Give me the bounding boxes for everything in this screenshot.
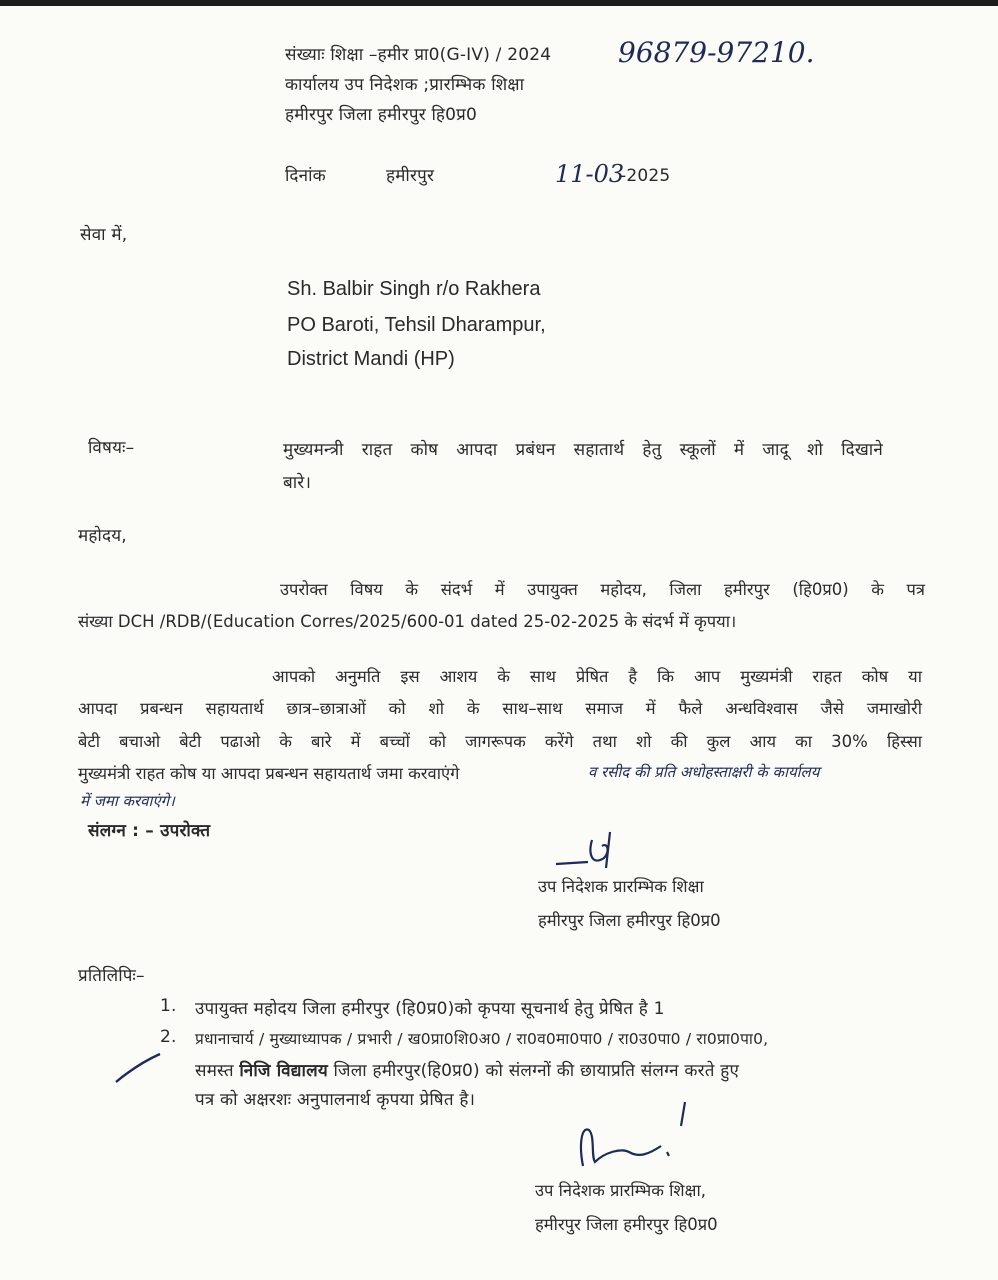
- para1-text-1: उपरोक्त विषय के संदर्भ में उपायुक्त महोदय, जिला हमीरपुर (हि0प्र0) के पत्र: [280, 580, 925, 599]
- cc-1-number: 1.: [160, 996, 177, 1016]
- enclosure: संलग्न : – उपरोक्त: [88, 821, 211, 841]
- subject-line-1: [283, 437, 883, 460]
- top-edge: [0, 0, 998, 6]
- para2-line-1: [272, 661, 922, 693]
- signature-2-office: हमीरपुर जिला हमीरपुर हि0प्र0: [535, 1215, 718, 1234]
- date-place: हमीरपुर: [386, 166, 435, 186]
- cc-2-line-1: प्रधानाचार्य / मुख्याध्यापक / प्रभारी / ख0प्रा0शि0अ0 / रा0व0मा0पा0 / रा0उ0पा0 / रा0प्रा0पा0,: [195, 1030, 769, 1048]
- para1-line-2: संख्या DCH /RDB/(Education Corres/2025/600-01 dated 25-02-2025 के संदर्भ में कृपया।: [78, 612, 737, 631]
- office-line-2: हमीरपुर जिला हमीरपुर हि0प्र0: [285, 105, 478, 125]
- para2-text-1: आपको अनुमति इस आशय के साथ प्रेषित है कि आप मुख्यमंत्री राहत कोष या: [272, 667, 922, 686]
- cc-1-text: उपायुक्त महोदय जिला हमीरपुर (हि0प्र0)को कृपया सूचनार्थ हेतु प्रेषित है 1: [195, 999, 665, 1019]
- handwritten-addition-a: व रसीद की प्रति अधोहस्ताक्षरी के कार्यालय: [588, 763, 820, 781]
- seva-me: सेवा में,: [80, 225, 128, 245]
- date-year: -2025: [620, 166, 671, 186]
- para2-text-2: आपदा प्रबन्धन सहायतार्थ छात्र–छात्राओं को शो के साथ–साथ समाज में फैले अन्धविश्वास जैसे जमाखोरी: [78, 699, 922, 718]
- tick-mark: [110, 1050, 170, 1090]
- para2-line-2: [78, 693, 922, 725]
- recipient-line-1: Sh. Balbir Singh r/o Rakhera: [287, 278, 541, 300]
- para2-text-3: बेटी बचाओ बेटी पढाओ के बारे में बच्चों को जागरूपक करेंगे तथा शो की कुल आय का 30% हिस्सा: [78, 732, 922, 751]
- para2-line-4: मुख्यमंत्री राहत कोष या आपदा प्रबन्धन सहायतार्थ जमा करवाएंगे: [78, 764, 460, 783]
- handwritten-date: 11-03: [555, 160, 625, 188]
- signature-2-mark: [565, 1096, 695, 1176]
- signature-1-title: उप निदेशक प्रारम्भिक शिक्षा: [538, 877, 704, 896]
- signature-1-office: हमीरपुर जिला हमीरपुर हि0प्र0: [538, 911, 721, 930]
- subject-text-1: मुख्यमन्त्री राहत कोष आपदा प्रबंधन सहातार्थ हेतु स्कूलों में जादू शो दिखाने: [283, 440, 883, 460]
- para1-line-1: [280, 574, 925, 606]
- cc-2-number: 2.: [160, 1027, 177, 1047]
- subject-line-2: बारे।: [283, 473, 312, 493]
- handwritten-addition-b: में जमा करवाएंगे।: [80, 792, 175, 810]
- cc-2-samast: समस्त: [195, 1061, 234, 1081]
- cc-2-private-schools: निजि विद्यालय: [239, 1061, 328, 1081]
- cc-label: प्रतिलिपिः–: [78, 966, 145, 986]
- subject-label: विषयः–: [88, 438, 135, 458]
- reference-number: संख्याः शिक्षा –हमीर प्रा0(G-IV) / 2024: [285, 45, 552, 65]
- handwritten-reference: 96879-97210.: [618, 36, 815, 69]
- date-label: दिनांक: [285, 166, 326, 186]
- cc-2-line-2: [195, 1058, 739, 1081]
- cc-2-rest: जिला हमीरपुर(हि0प्र0) को संलग्नों की छायाप्रति संलग्न करते हुए: [333, 1061, 740, 1081]
- office-line-1: कार्यालय उप निदेशक ;प्रारम्भिक शिक्षा: [285, 75, 525, 95]
- signature-1-mark: [548, 828, 638, 878]
- cc-2-line-3: पत्र को अक्षरशः अनुपालनार्थ कृपया प्रेषित है।: [195, 1090, 476, 1110]
- recipient-line-2: PO Baroti, Tehsil Dharampur,: [287, 314, 546, 336]
- para2-line-3: [78, 726, 922, 758]
- signature-2-title: उप निदेशक प्रारम्भिक शिक्षा,: [535, 1181, 706, 1200]
- recipient-line-3: District Mandi (HP): [287, 348, 455, 370]
- salutation: महोदय,: [78, 526, 127, 546]
